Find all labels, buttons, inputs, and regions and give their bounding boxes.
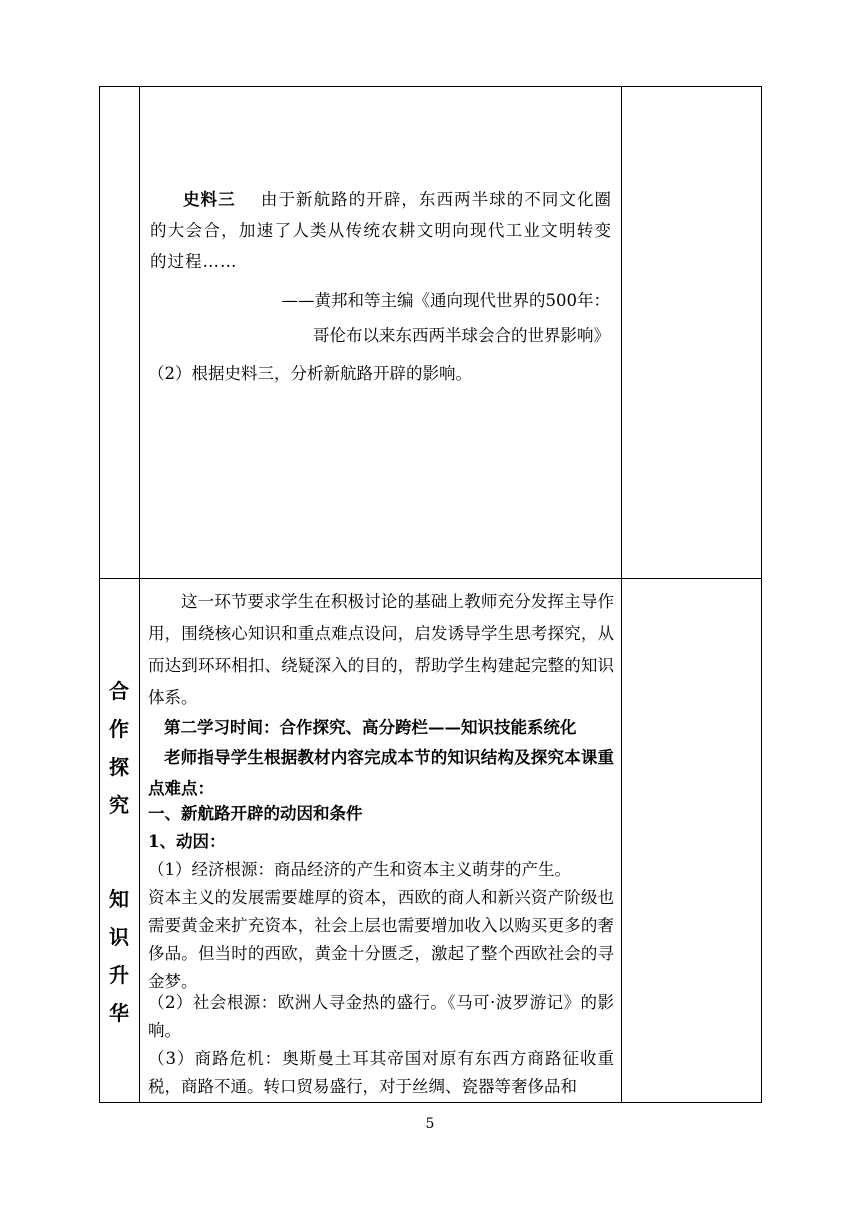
table-divider-side (139, 86, 140, 1103)
side-char: 升 (109, 963, 129, 987)
table-border-right (761, 86, 762, 1103)
side-label-cooperate (101, 672, 137, 824)
side-char: 究 (109, 793, 129, 817)
item-economic-body: 资本主义的发展需要雄厚的资本，西欧的商人和新兴资产阶级也需要黄金来扩充资本，社会上层也需要增加收入以购买更多的奢侈品。但当时的西欧，黄金十分匮乏，激起了整个西欧社会的寻金梦。 (148, 888, 614, 991)
heading-section-one: 一、新航路开辟的动因和条件 (148, 804, 363, 823)
citation-line-2: 哥伦布以来东西两半球会合的世界影响》 (313, 326, 610, 345)
source-paragraph (150, 184, 612, 277)
citation-line-1: ——黄邦和等主编《通向现代世界的500年： (281, 291, 610, 310)
table-divider-notes (621, 86, 622, 1103)
side-char: 华 (109, 1001, 129, 1025)
source-text: 由于新航路的开辟，东西两半球的不同文化圈的大会合，加速了人类从传统农耕文明向现代工业文明转变的过程…… (150, 190, 613, 271)
side-char: 探 (109, 755, 129, 779)
question-2: （2）根据史料三，分析新航路开辟的影响。 (148, 364, 472, 383)
side-char: 识 (109, 925, 129, 949)
heading-study-time: 第二学习时间：合作探究、高分跨栏——知识技能系统化 (164, 718, 577, 737)
intro-paragraph: 这一环节要求学生在积极讨论的基础上教师充分发挥主导作用，围绕核心知识和重点难点设问，启发诱导学生思考探究，从而达到环环相扣、绕疑深入的目的，帮助学生构建起完整的知识体系。 (148, 592, 614, 707)
side-char: 知 (109, 887, 129, 911)
heading-motive: 1、动因： (148, 832, 226, 851)
item-trade-route: （3）商路危机：奥斯曼土耳其帝国对原有东西方商路征收重税，商路不通。转口贸易盛行，对于丝绸、瓷器等奢侈品和 (148, 1049, 614, 1096)
source-label: 史料三 (183, 190, 236, 209)
side-char: 作 (109, 717, 129, 741)
page-number: 5 (425, 1116, 435, 1132)
table-border-left (99, 86, 100, 1103)
table-border-top (99, 86, 762, 87)
table-border-bottom (99, 1102, 762, 1103)
item-economic-title: （1）经济根源：商品经济的产生和资本主义萌芽的产生。 (148, 860, 571, 879)
side-char: 合 (109, 679, 129, 703)
heading-teacher-guide: 老师指导学生根据教材内容完成本节的知识结构及探究本课重点难点： (148, 748, 614, 798)
table-row-divider (99, 578, 762, 579)
side-label-knowledge (101, 880, 137, 1032)
item-social: （2）社会根源：欧洲人寻金热的盛行。《马可·波罗游记》的影响。 (148, 993, 614, 1040)
